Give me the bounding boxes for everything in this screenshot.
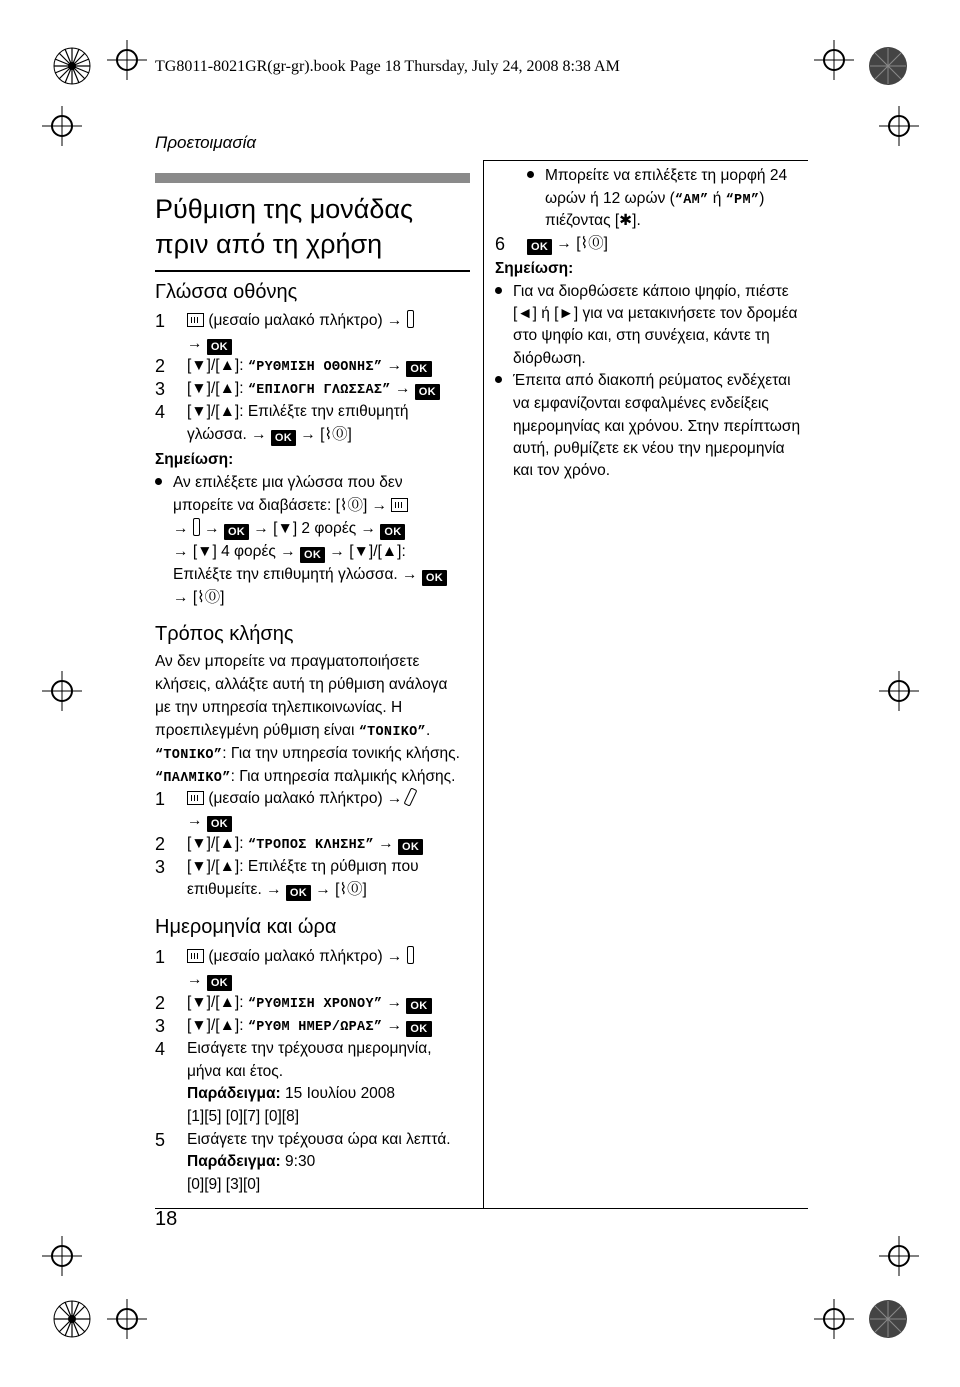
right-column-top-rule: [483, 160, 808, 161]
title-bar: [155, 173, 470, 183]
page-title: [155, 192, 413, 262]
soft-key-icon: [391, 498, 408, 512]
right-note-1: Για να διορθώσετε κάποιο ψηφίο, πιέστε: [495, 281, 502, 304]
menu-item: “ΤΟΝΙΚΟ”: [155, 748, 223, 763]
crosshair-registration-icon: [42, 1236, 82, 1276]
color-target-icon: [866, 1297, 910, 1341]
dial-p2: κλήσεις, αλλάξτε αυτή τη ρύθμιση ανάλογα: [155, 676, 448, 693]
menu-item: “ΤΡΟΠΟΣ ΚΛΗΣΗΣ”: [247, 838, 374, 853]
lang-note-line4: → [▼] 4 φορές → OK → [▼]/[▲]:: [173, 543, 406, 561]
off-key-icon: [⌇⓪]: [192, 589, 225, 606]
ok-key-icon: OK: [207, 975, 232, 991]
page-number: 18: [155, 1208, 178, 1230]
book-header: TG8011-8021GR(gr-gr).book Page 18 Thursday, July 24, 2008 8:38 AM: [155, 58, 620, 75]
ok-key-icon: OK: [527, 239, 552, 255]
ok-key-icon: OK: [406, 1021, 431, 1037]
page-title-line2: πριν από τη χρήση: [155, 229, 383, 259]
soft-key-icon: [187, 791, 204, 805]
crosshair-registration-icon: [879, 106, 919, 146]
dial-p3: με την υπηρεσία τηλεπικοινωνίας. Η: [155, 699, 403, 716]
step-number: 1: [155, 311, 166, 331]
menu-item: “ΡΥΘΜΙΣΗ ΧΡΟΝΟΥ”: [247, 997, 383, 1012]
dial-p6: “ΠΑΛΜΙΚΟ”: Για υπηρεσία παλμικής κλήσης.: [155, 768, 456, 786]
ok-key-icon: OK: [286, 885, 311, 901]
right-note-1-line4: διόρθωση.: [513, 350, 586, 367]
dt-step-5-example: Παράδειγμα: 9:30: [187, 1153, 316, 1170]
section-label: Προετοιμασία: [155, 133, 257, 152]
lang-step-1-cont: → OK: [187, 333, 232, 356]
crosshair-registration-icon: [879, 1236, 919, 1276]
dial-step-1-cont: → OK: [187, 810, 232, 833]
bullet-icon: [495, 287, 502, 294]
right-note-1-line2: [◄] ή [►] για να μετακινήσετε τον δρομέα: [513, 305, 798, 322]
ok-key-icon: OK: [422, 570, 447, 586]
handset-menu-icon: [403, 787, 417, 806]
right-note-2-line3: ημερομηνίας και χρόνου. Στην περίπτωση: [513, 418, 801, 435]
right-bullet-1: Μπορείτε να επιλέξετε τη μορφή 24: [527, 165, 534, 188]
lang-note-line5: Επιλέξτε την επιθυμητή γλώσσα. → OK: [173, 564, 447, 587]
crosshair-registration-icon: [879, 671, 919, 711]
lang-note-line3: → → OK → [▼] 2 φορές → OK: [173, 518, 405, 541]
ok-key-icon: OK: [406, 998, 431, 1014]
soft-key-icon: [187, 313, 204, 327]
dt-step-4-line2: μήνα και έτος.: [187, 1063, 284, 1080]
lang-note-line2: μπορείτε να διαβάσετε: [⌇⓪] →: [173, 495, 408, 518]
dial-p4: προεπιλεγμένη ρύθμιση είναι “ΤΟΝΙΚΟ”.: [155, 722, 431, 740]
menu-item: “ΡΥΘΜΙΣΗ ΟΘΟΝΗΣ”: [247, 360, 383, 375]
ok-key-icon: OK: [380, 524, 405, 540]
color-target-icon: [50, 1297, 94, 1341]
crosshair-registration-icon: [42, 671, 82, 711]
title-underline: [155, 270, 470, 272]
ok-key-icon: OK: [207, 816, 232, 832]
soft-key-icon: [187, 949, 204, 963]
crosshair-registration-icon: [814, 1299, 854, 1339]
lang-note-label: Σημείωση:: [155, 451, 234, 468]
step-text: (μεσαίο μαλακό πλήκτρο): [208, 312, 383, 329]
color-target-icon: [50, 44, 94, 88]
ok-key-icon: OK: [207, 339, 232, 355]
crosshair-registration-icon: [107, 40, 147, 80]
ok-key-icon: OK: [271, 430, 296, 446]
right-bullet-1-line2: ωρών ή 12 ωρών (“AM” ή “PM”): [545, 190, 765, 208]
right-note-2: Έπειτα από διακοπή ρεύματος ενδέχεται: [495, 370, 502, 393]
dt-step-4-example: Παράδειγμα: 15 Ιουλίου 2008: [187, 1085, 396, 1102]
language-heading: Γλώσσα οθόνης: [155, 281, 298, 303]
dial-mode-heading: Τρόπος κλήσης: [155, 623, 294, 645]
right-note-2-line2: να εμφανίζονται εσφαλμένες ενδείξεις: [513, 395, 769, 412]
menu-item: “ΤΟΝΙΚΟ”: [358, 725, 426, 740]
crosshair-registration-icon: [107, 1299, 147, 1339]
bottom-rule: [155, 1208, 808, 1209]
right-bullet-1-line3: πιέζοντας [✱].: [545, 212, 641, 229]
handset-menu-icon: [407, 310, 414, 328]
ok-key-icon: OK: [406, 361, 431, 377]
lang-step-4-cont: γλώσσα. → OK → [⌇⓪]: [187, 426, 352, 444]
lang-note-line6: → [⌇⓪]: [173, 589, 225, 606]
color-target-icon: [866, 44, 910, 88]
dt-step-5-keys: [0][9] [3][0]: [187, 1176, 261, 1193]
dial-p5: “ΤΟΝΙΚΟ”: Για την υπηρεσία τονικής κλήσης.: [155, 745, 460, 763]
crosshair-registration-icon: [814, 40, 854, 80]
dial-p1: Αν δεν μπορείτε να πραγματοποιήσετε: [155, 653, 420, 670]
dial-step-3-cont: επιθυμείτε. → OK → [⌇⓪]: [187, 881, 367, 899]
dt-step-1-cont: → OK: [187, 969, 232, 992]
handset-menu-icon: [407, 946, 414, 964]
crosshair-registration-icon: [42, 106, 82, 146]
page-title-line1: Ρύθμιση της μονάδας: [155, 194, 414, 224]
ok-key-icon: OK: [300, 547, 325, 563]
menu-item: “ΕΠΙΛΟΓΗ ΓΛΩΣΣΑΣ”: [247, 383, 391, 398]
off-key-icon: [⌇⓪]: [576, 235, 608, 252]
right-note-2-line5: και τον χρόνο.: [513, 462, 611, 479]
ok-key-icon: OK: [398, 839, 423, 855]
right-note-2-line4: αυτή, ρυθμίζετε εκ νέου την ημερομηνία: [513, 440, 785, 457]
dt-step-4-keys: [1][5] [0][7] [0][8]: [187, 1108, 300, 1125]
ok-key-icon: OK: [415, 384, 440, 400]
bullet-icon: [527, 171, 534, 178]
column-divider: [483, 160, 484, 1208]
ok-key-icon: OK: [224, 524, 249, 540]
right-note-1-line3: στο ψηφίο και, στη συνέχεια, κάντε τη: [513, 327, 770, 344]
date-time-heading: Ημερομηνία και ώρα: [155, 916, 337, 938]
menu-item: “ΠΑΛΜΙΚΟ”: [155, 771, 231, 786]
off-key-icon: [⌇⓪]: [320, 426, 352, 443]
right-note-label: Σημείωση:: [495, 260, 574, 277]
bullet-icon: [155, 478, 162, 485]
handset-menu-icon: [193, 518, 200, 536]
menu-item: “ΡΥΘΜ ΗΜΕΡ/ΩΡΑΣ”: [247, 1020, 383, 1035]
off-key-icon: [⌇⓪]: [335, 881, 367, 898]
lang-note: Αν επιλέξετε μια γλώσσα που δεν: [155, 472, 162, 495]
bullet-icon: [495, 376, 502, 383]
